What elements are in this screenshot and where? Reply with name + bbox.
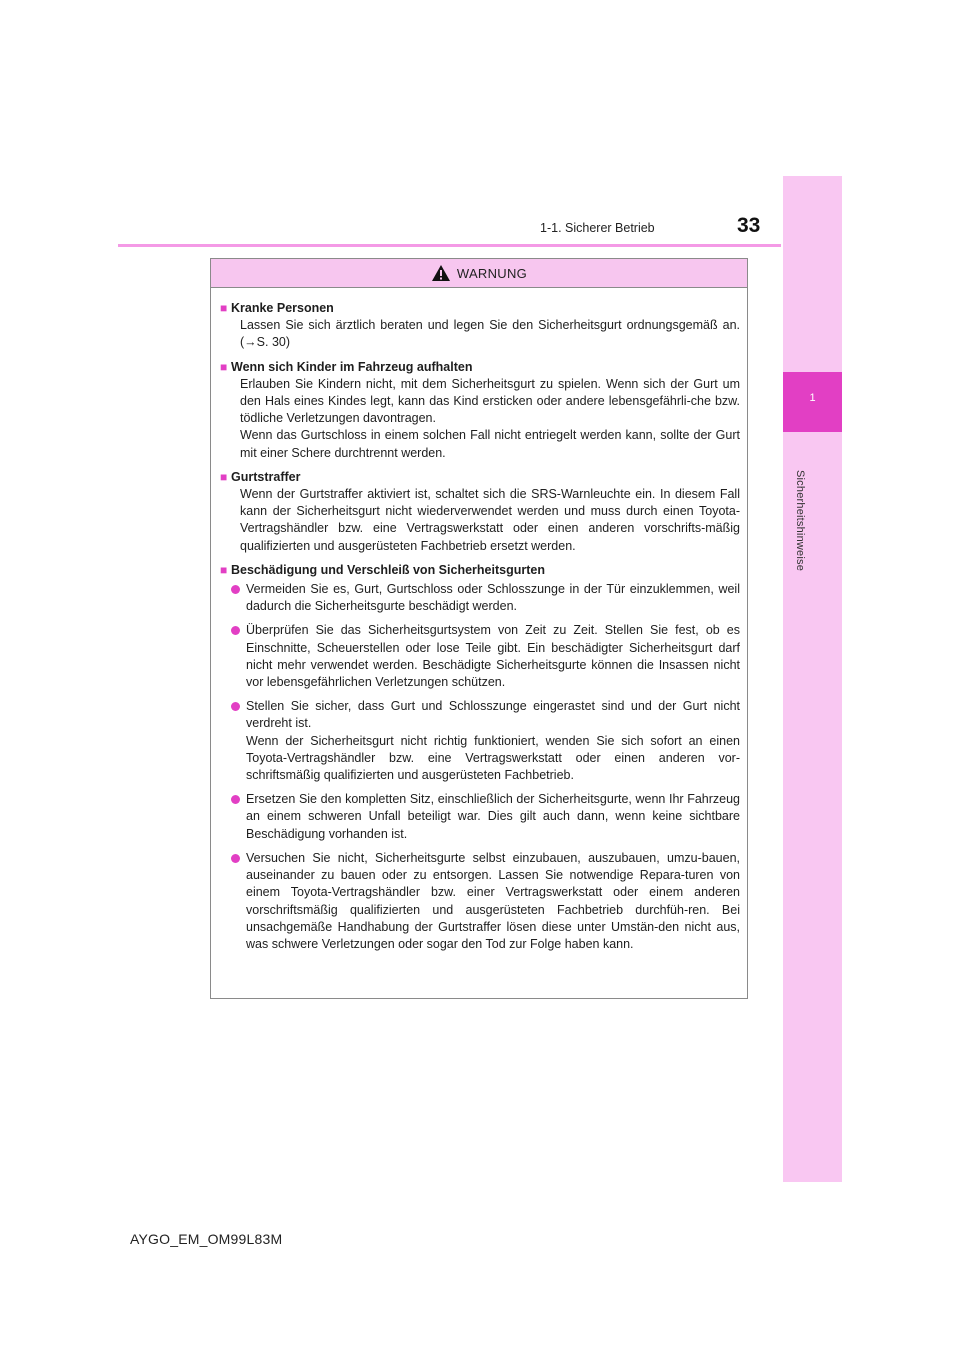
paragraph: Versuchen Sie nicht, Sicherheitsgurte selbst einzubauen, auszubauen, umzu-bauen, auseinander zu bauen oder zu entsorgen. Lassen Sie notwendige Repara-turen von einem Toyota-Vertragshändler bzw. einer Vertragswerkstatt oder einem anderen vorschriftsmäßig qualifizierten und ausgerüsteten Fachbetrieb durchfüh-ren. Bei unsachgemäße Handhabung der Gurtstraffer lösen diese unter Umstän-den nicht aus, was schwere Verletzungen oder sogar den Tod zur Folge haben kann. [246,850,740,951]
header-rule [118,244,781,247]
circle-bullet-icon [231,702,240,711]
circle-bullet-icon [231,795,240,804]
square-bullet-icon: ■ [220,562,228,577]
warning-section [220,469,740,555]
paragraph: Wenn das Gurtschloss in einem solchen Fall nicht entriegelt werden kann, sollte der Gurt mit einer Schere durchtrennt werden. [240,428,740,460]
list-item-text [246,698,740,784]
page-number: 33 [737,214,761,237]
list-item [231,698,740,784]
square-bullet-icon: ■ [220,469,228,484]
circle-bullet-icon [231,626,240,635]
square-bullet-icon: ■ [220,359,228,374]
paragraph: Wenn der Sicherheitsgurt nicht richtig funktioniert, wenden Sie sich sofort an einen Toyota-Vertragshändler bzw. eine Vertragswerkstatt oder einen anderen vor-schriftsmäßig qualifizierten und ausgerüsteten Fachbetrieb. [246,733,740,783]
paragraph: Vermeiden Sie es, Gurt, Gurtschloss oder Schlosszunge in der Tür einzuklemmen, weil dadurch die Sicherheitsgurte beschädigt werden. [246,582,740,614]
paragraph: Ersetzen Sie den kompletten Sitz, einschließlich der Sicherheitsgurte, wenn Ihr Fahrzeug an einem schweren Unfall beteiligt war. Dies gilt auch dann, wenn keine sichtbare Beschädigung vorhanden ist. [246,792,740,841]
list-item-text [246,850,740,953]
paragraph: Wenn der Gurtstraffer aktiviert ist, schaltet sich die SRS-Warnleuchte ein. In diesem Fall kann der Sicherheitsgurt nicht wiederverwendet werden und muss durch einen Toyota-Vertragshändler bzw. eine Vertragswerkstatt oder einen anderen vorschrifts-mäßig qualifizierten und ausgerüsteten Fachbetrieb ersetzt werden. [240,487,740,553]
circle-bullet-icon [231,854,240,863]
paragraph: Lassen Sie sich ärztlich beraten und legen Sie den Sicherheitsgurt ordnungsgemäß an. (→S. 30) [240,318,740,350]
section-heading-text: Kranke Personen [231,301,334,315]
section-heading [220,300,740,317]
bullet-list [220,581,740,953]
circle-bullet-icon [231,585,240,594]
list-item-text [246,581,740,615]
side-tab [783,176,842,1182]
list-item-text [246,622,740,691]
list-item [231,791,740,843]
list-item-text [246,791,740,843]
warning-triangle-icon [431,264,451,282]
warning-section [220,359,740,462]
square-bullet-icon: ■ [220,301,228,315]
list-item [231,622,740,691]
section-heading-text: Gurtstraffer [231,469,301,484]
section-body [220,317,740,351]
section-heading-text: Wenn sich Kinder im Fahrzeug aufhalten [231,359,473,374]
warning-content [211,288,747,953]
warning-section [220,300,740,352]
warning-box [210,258,748,999]
paragraph: Erlauben Sie Kindern nicht, mit dem Sicherheitsgurt zu spielen. Wenn sich der Gurt um den Hals eines Kindes legt, kann das Kind ersticken oder andere lebensgefährli-che bzw. tödliche Verletzungen davontragen. [240,376,740,426]
section-body [220,376,740,462]
warning-header [211,259,747,288]
list-item [231,850,740,953]
section-heading [220,469,740,486]
section-body [220,486,740,555]
section-heading-text: Beschädigung und Verschleiß von Sicherheitsgurten [231,562,545,577]
document-code: AYGO_EM_OM99L83M [130,1231,283,1247]
list-item [231,581,740,615]
section-heading [220,562,740,579]
paragraph: Überprüfen Sie das Sicherheitsgurtsystem von Zeit zu Zeit. Stellen Sie fest, ob es Einschnitte, Scheuerstellen oder lose Teile gibt. Ein beschädigter Sicherheitsgurt darf nicht mehr verwendet werden. Beschädigte Sicherheitsgurte können die Insassen nicht vor lebensgefährlichen Verletzungen schützen. [246,623,740,690]
paragraph: Stellen Sie sicher, dass Gurt und Schlosszunge eingerastet sind und der Gurt nicht verdreht ist. [246,699,740,731]
warning-section [220,562,740,953]
chapter-number: 1 [809,392,816,404]
warning-title: WARNUNG [456,265,528,281]
section-title: 1-1. Sicherer Betrieb [540,221,655,235]
chapter-title: Sicherheitshinweise [794,470,806,572]
section-heading [220,359,740,376]
